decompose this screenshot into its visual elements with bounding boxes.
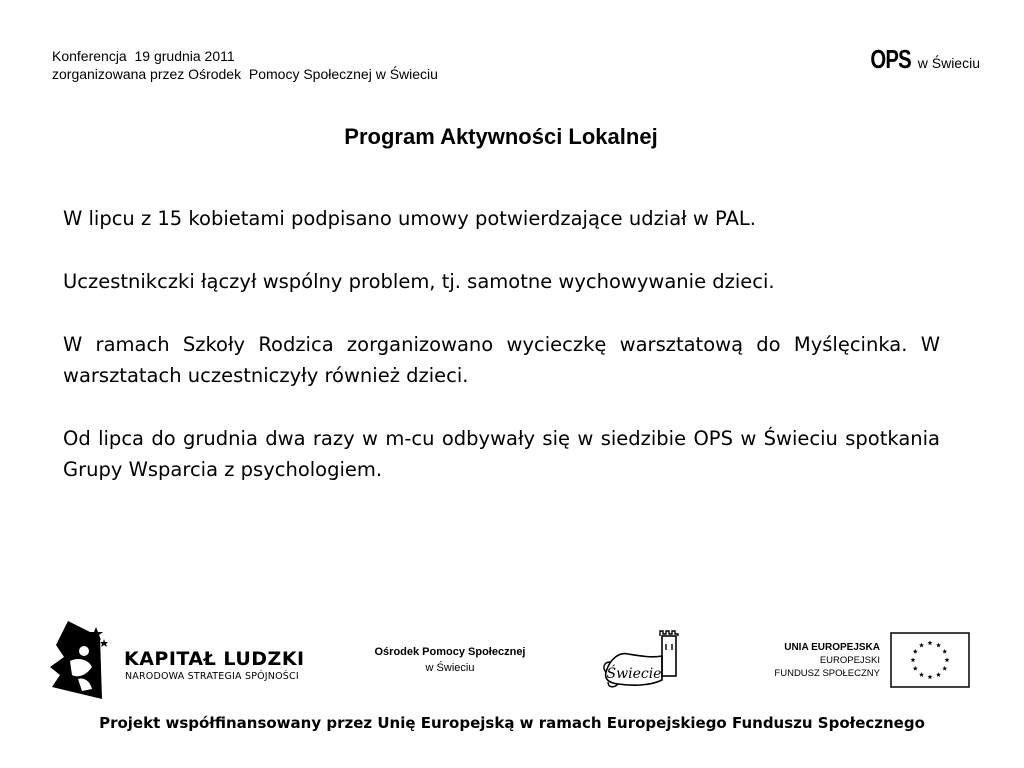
kapital-ludzki-subtitle: NARODOWA STRATEGIA SPÓJNOŚCI <box>125 671 299 682</box>
swiecie-coat-logo-icon <box>600 628 692 692</box>
ops-footer-line1: Ośrodek Pomocy Społecznej <box>374 646 526 658</box>
eu-label-line3: FUNDUSZ SPOŁECZNY <box>774 668 880 679</box>
kapital-ludzki-title: KAPITAŁ LUDZKI <box>124 648 305 670</box>
ops-header-logo <box>859 44 980 75</box>
cofinancing-note: Projekt współfinansowany przez Unię Europejską w ramach Europejskiego Funduszu Społecznego <box>99 714 925 732</box>
slide-content <box>63 203 940 517</box>
paragraph-1: W lipcu z 15 kobietami podpisano umowy potwierdzające udział w PAL. <box>63 207 756 230</box>
conference-organizer: zorganizowana przez Ośrodek Pomocy Społecznej w Świeciu <box>52 66 438 82</box>
swiecie-logo-text: Świecie <box>606 666 662 682</box>
ops-footer-line2: w Świeciu <box>425 662 475 674</box>
ops-logo-place: w Świeciu <box>917 55 980 71</box>
ops-footer-label <box>350 644 550 676</box>
eu-fund-label <box>758 641 880 680</box>
paragraph-4: Od lipca do grudnia dwa razy w m-cu odbywały się w siedzibie OPS w Świeciu spotkania Grupy Wsparcia z psychologiem. <box>63 427 940 481</box>
conference-info <box>52 47 438 83</box>
conference-date: Konferencja 19 grudnia 2011 <box>52 48 235 64</box>
page-title: Program Aktywności Lokalnej <box>344 124 658 149</box>
eu-flag-icon <box>890 632 970 688</box>
eu-label-line2: EUROPEJSKI <box>819 655 880 666</box>
paragraph-2: Uczestnikczki łączył wspólny problem, tj. samotne wychowywanie dzieci. <box>63 270 775 293</box>
paragraph-3: W ramach Szkoły Rodzica zorganizowano wycieczkę warsztatową do Myślęcinka. W warsztatach uczestniczyły również dzieci. <box>63 333 940 387</box>
ops-logo-text: OPS <box>870 44 912 74</box>
eu-label-line1: UNIA EUROPEJSKA <box>784 642 880 653</box>
